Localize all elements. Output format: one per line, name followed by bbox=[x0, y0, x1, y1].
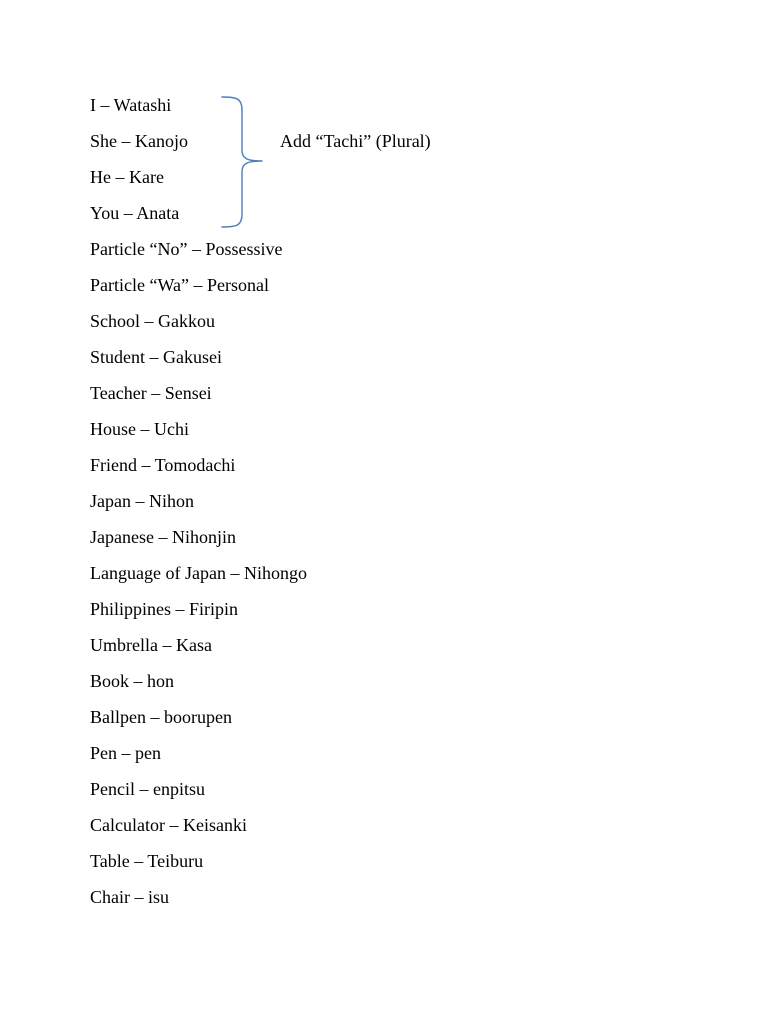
vocab-line: Chair – isu bbox=[90, 887, 169, 907]
vocab-line: Teacher – Sensei bbox=[90, 383, 212, 403]
vocab-line: School – Gakkou bbox=[90, 311, 215, 331]
vocab-line: Student – Gakusei bbox=[90, 347, 222, 367]
vocab-line: Particle “Wa” – Personal bbox=[90, 275, 269, 295]
pronoun-line: I – Watashi bbox=[90, 95, 172, 115]
vocab-line: Philippines – Firipin bbox=[90, 599, 239, 619]
vocab-line: Japan – Nihon bbox=[90, 491, 194, 511]
vocab-line: Table – Teiburu bbox=[90, 851, 204, 871]
vocab-line: Pencil – enpitsu bbox=[90, 779, 205, 799]
vocab-line: Pen – pen bbox=[90, 743, 161, 763]
vocab-line: Language of Japan – Nihongo bbox=[90, 563, 307, 583]
pronoun-line: You – Anata bbox=[90, 203, 180, 223]
vocab-line: Particle “No” – Possessive bbox=[90, 239, 283, 259]
right-brace-icon bbox=[220, 94, 268, 230]
vocab-line: Ballpen – boorupen bbox=[90, 707, 232, 727]
brace-stroke bbox=[222, 97, 262, 227]
vocab-line: House – Uchi bbox=[90, 419, 189, 439]
vocab-line: Friend – Tomodachi bbox=[90, 455, 236, 475]
vocabulary-list bbox=[90, 92, 307, 920]
vocab-line: Book – hon bbox=[90, 671, 175, 691]
pronoun-line: She – Kanojo bbox=[90, 131, 188, 151]
vocab-line: Calculator – Keisanki bbox=[90, 815, 247, 835]
plural-note: Add “Tachi” (Plural) bbox=[280, 131, 431, 151]
vocab-line: Umbrella – Kasa bbox=[90, 635, 212, 655]
vocab-line: Japanese – Nihonjin bbox=[90, 527, 236, 547]
pronoun-line: He – Kare bbox=[90, 167, 164, 187]
